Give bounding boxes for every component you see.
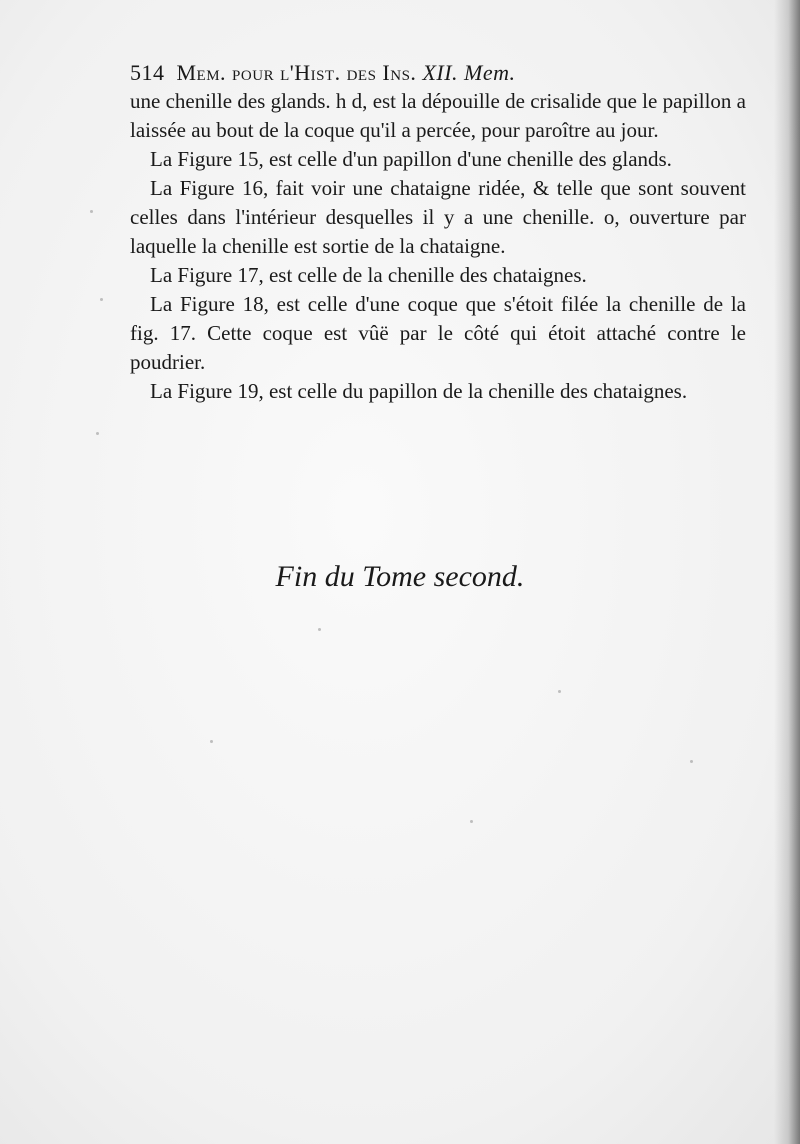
paper-speck [90, 210, 93, 213]
paper-speck [558, 690, 561, 693]
paragraph: La Figure 15, est celle d'un papillon d'une chenille des glands. [150, 147, 672, 171]
running-title: Mem. pour l'Hist. des Ins. [176, 60, 417, 85]
paper-speck [210, 740, 213, 743]
paper-speck [100, 298, 103, 301]
paper-speck [690, 760, 693, 763]
paper-speck [470, 820, 473, 823]
paragraph: une chenille des glands. h d, est la dépouille de crisalide que le papillon a laissée au bout de la coque qu'il a percée, pour paroître au jour. [130, 89, 746, 142]
paragraph: La Figure 17, est celle de la chenille des chataignes. [150, 263, 587, 287]
paper-speck [318, 628, 321, 631]
text-block [130, 58, 746, 406]
paragraph: La Figure 16, fait voir une chataigne ridée, & telle que sont souvent celles dans l'intérieur desquelles il y a une chenille. o, ouverture par laquelle la chenille est sortie de la chataigne. [130, 176, 746, 258]
paragraph: La Figure 18, est celle d'une coque que s'étoit filée la chenille de la fig. 17. Cette coque est vûë par le côté qui étoit attaché contre le poudrier. [130, 292, 746, 374]
paper-speck [96, 432, 99, 435]
volume-label: XII. Mem. [422, 60, 516, 85]
closing-line: Fin du Tome second. [275, 560, 525, 593]
running-head [130, 58, 746, 87]
paragraph: La Figure 19, est celle du papillon de la chenille des chataignes. [150, 379, 688, 403]
page-number: 514 [130, 60, 165, 85]
